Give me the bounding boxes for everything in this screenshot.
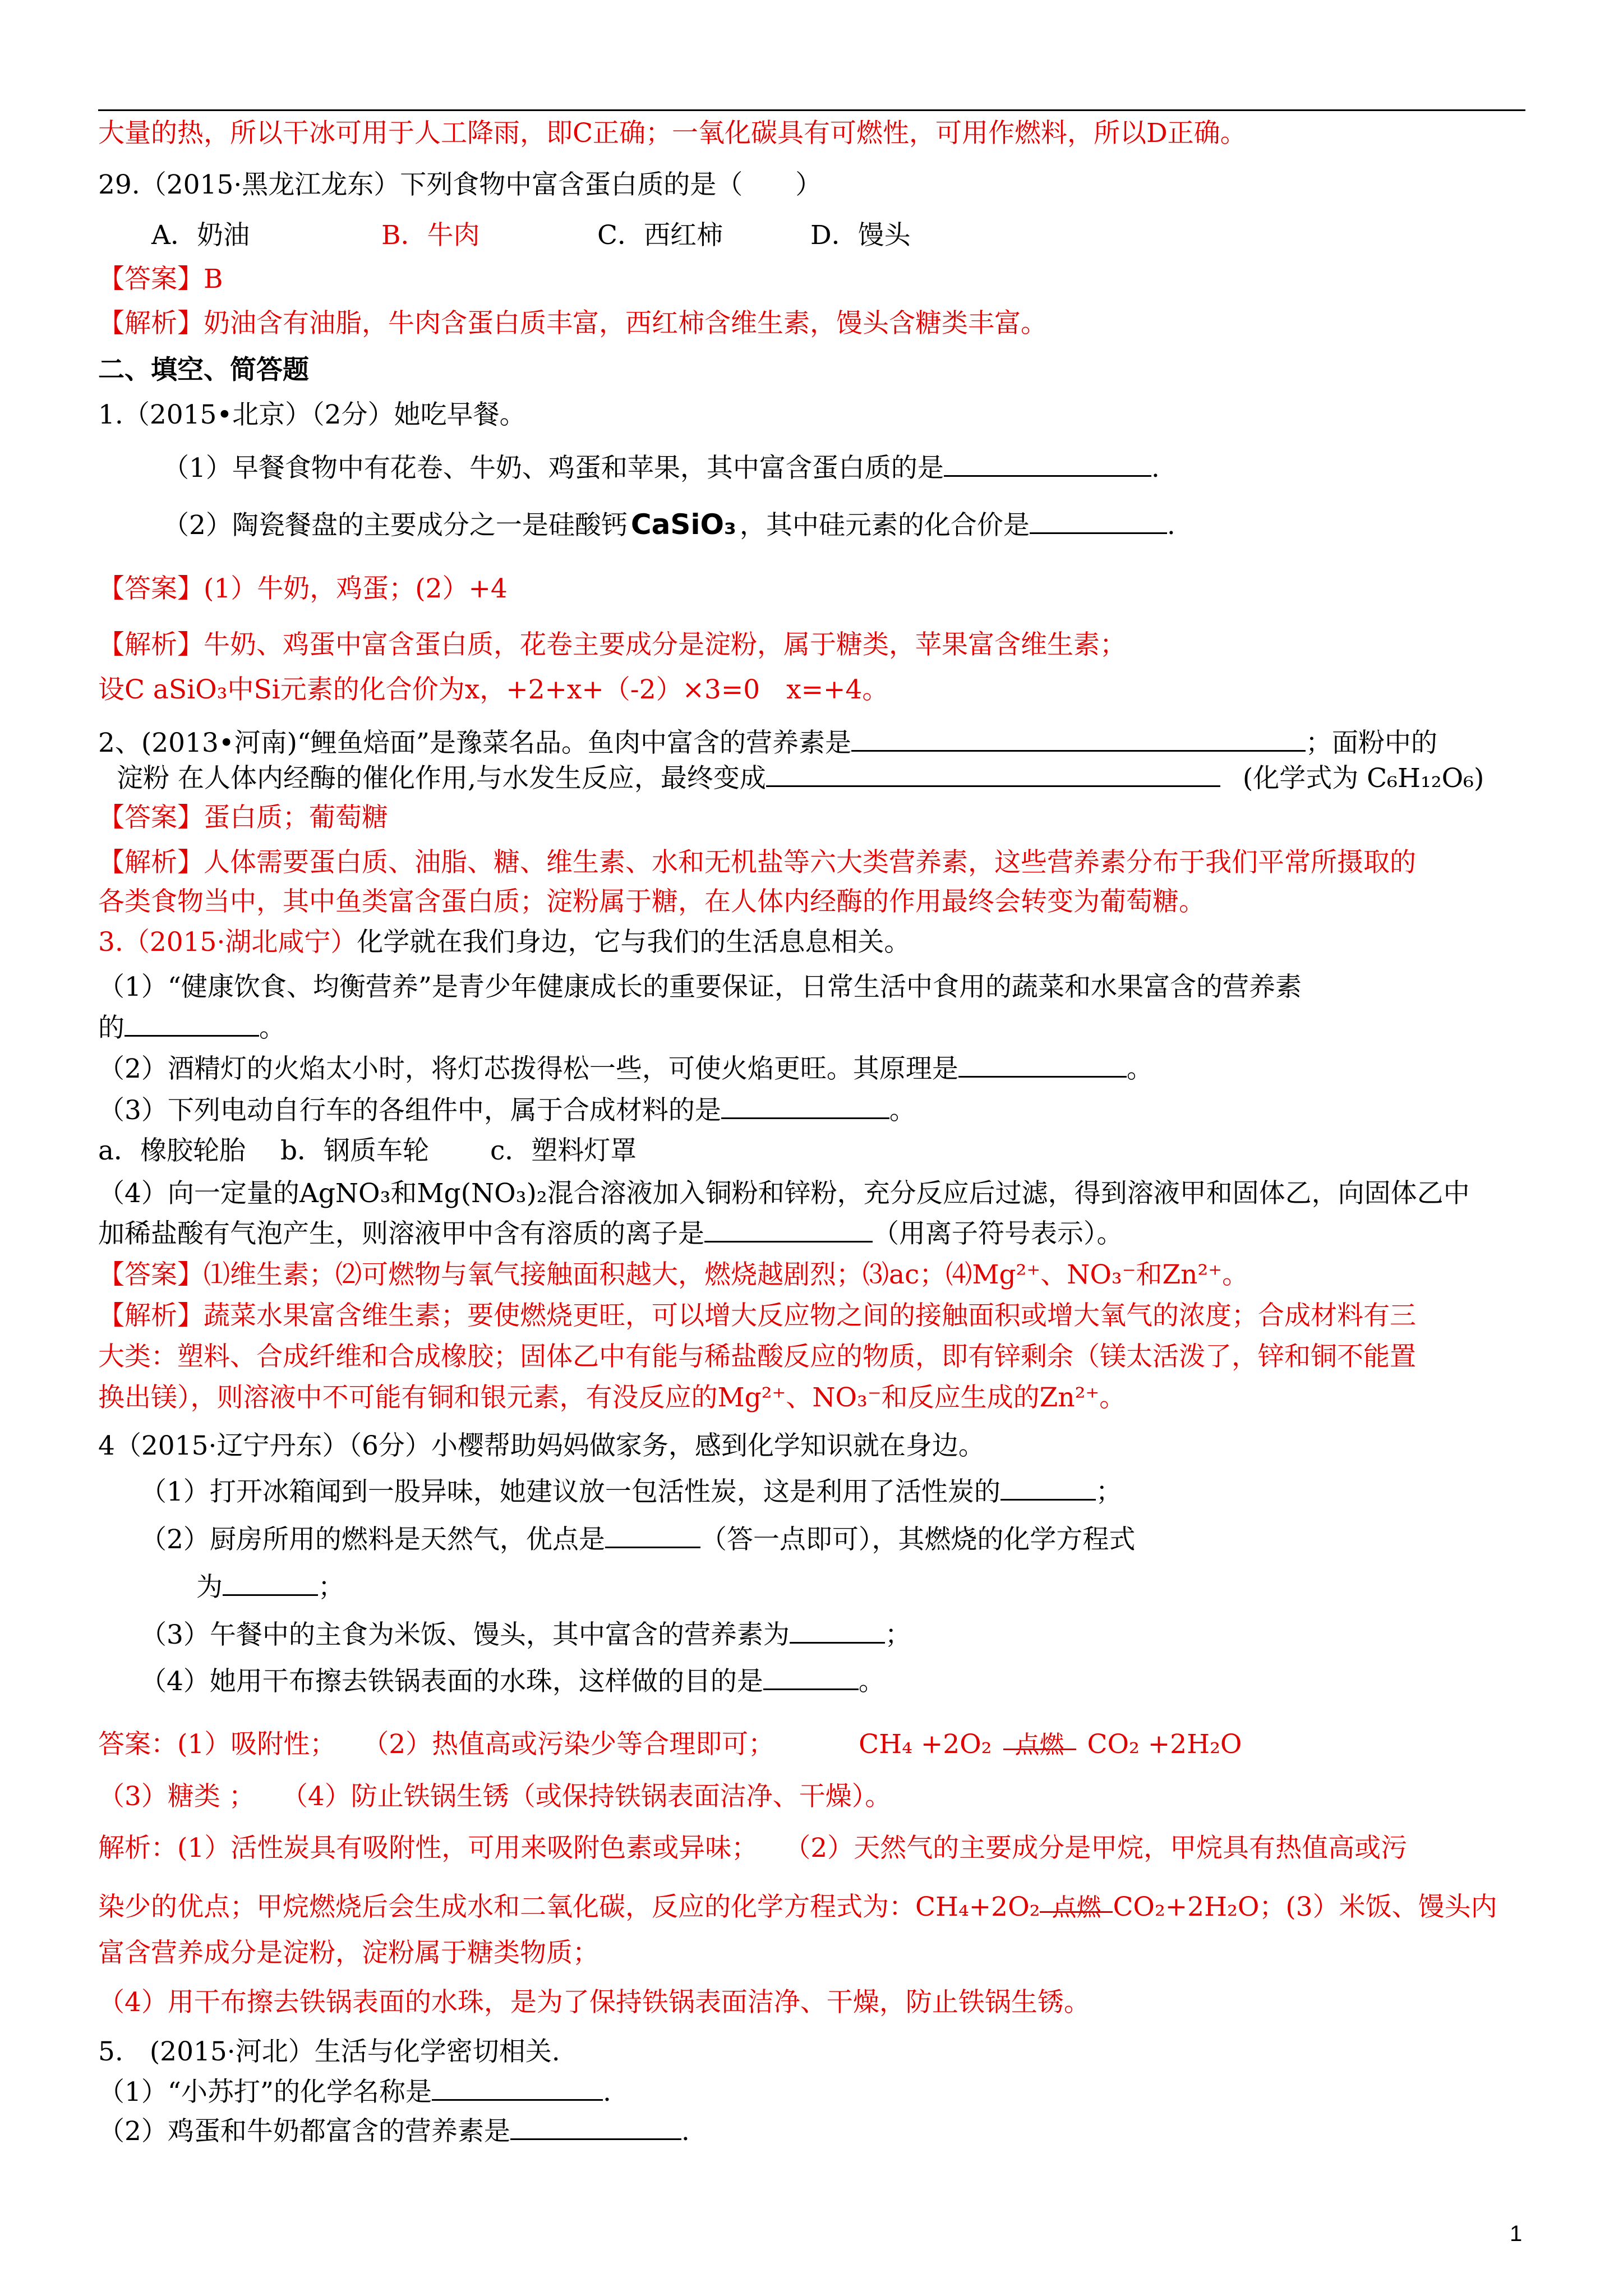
equation-right: CO₂ +2H₂O [1087, 1729, 1242, 1760]
question-4-part1 [140, 1475, 1122, 1509]
answer-line: （3）糖类 ； （4）防止铁锅生锈（或保持铁锅表面洁净、干燥）。 [98, 1781, 892, 1812]
text: 。 [858, 1666, 885, 1697]
question-1: 1.（2015•北京）（2分）她吃早餐。 [98, 399, 526, 430]
header-rule [98, 109, 1525, 111]
analysis-line: 各类食物当中，其中鱼类富含蛋白质；淀粉属于糖，在人体内经酶的作用最终会转变为葡萄糖。 [98, 886, 1205, 917]
section-heading: 二、填空、简答题 [98, 355, 309, 385]
analysis-line: 【解析】人体需要蛋白质、油脂、糖、维生素、水和无机盐等六大类营养素，这些营养素分布于我们平常所摄取的 [98, 847, 1416, 878]
question-2 [98, 726, 1437, 760]
text: （2）鸡蛋和牛奶都富含的营养素是 [98, 2116, 510, 2147]
option-a: A．奶油 [151, 220, 250, 251]
text: (化学式为 C₆H₁₂O₆) [1242, 763, 1484, 794]
question-4-part3 [140, 1618, 911, 1652]
question-3-part1-cont [98, 1011, 285, 1045]
answer-blank [944, 452, 1151, 477]
answer-blank [1030, 509, 1167, 534]
text: 染少的优点；甲烷燃烧后会生成水和二氧化碳，反应的化学方程式为：CH₄+2O₂ [98, 1892, 1040, 1922]
answer-blank [763, 1665, 859, 1690]
text: . [1151, 453, 1160, 484]
analysis-line: 设C aSiO₃中Si元素的化合价为x，+2+x+（-2）×3=0 x=+4。 [98, 674, 889, 705]
text: 。 [889, 1095, 916, 1126]
answer-line [98, 1728, 1242, 1761]
analysis-line [98, 1890, 1497, 1924]
answer-line: 【答案】(1）牛奶，鸡蛋；(2）+4 [98, 573, 508, 604]
option-c: C．西红柿 [597, 220, 723, 251]
analysis-line: 【解析】奶油含有油脂，牛肉含蛋白质丰富，西红柿含维生素，馒头含糖类丰富。 [98, 308, 1047, 339]
answer-blank [432, 2076, 603, 2101]
analysis-line: 换出镁），则溶液中不可能有铜和银元素，有没反应的Mg²⁺、NO₃⁻和反应生成的Zn²⁺。 [98, 1382, 1126, 1413]
equation-left: CH₄ +2O₂ [859, 1729, 992, 1760]
text: （3）下列电动自行车的各组件中，属于合成材料的是 [98, 1095, 721, 1126]
text: 加稀盐酸有气泡产生，则溶液甲中含有溶质的离子是 [98, 1218, 704, 1249]
question-3-part4-cont [98, 1217, 1123, 1251]
option-d: D．馒头 [810, 220, 911, 251]
analysis-line: 【解析】蔬菜水果富含维生素；要使燃烧更旺，可以增大反应物之间的接触面积或增大氧气的浓度；合成材料有三 [98, 1300, 1416, 1331]
answer-blank [790, 1618, 885, 1644]
text: 化学就在我们身边，它与我们的生活息息相关。 [357, 927, 911, 958]
text: ； [1095, 1476, 1122, 1507]
text: （2）酒精灯的火焰太小时，将灯芯拨得松一些，可使火焰更旺。其原理是 [98, 1053, 958, 1084]
answer-line: 【答案】B [98, 264, 223, 295]
text: （2）厨房所用的燃料是天然气，优点是 [140, 1524, 605, 1555]
answer-blank [1000, 1475, 1096, 1501]
text: （4）她用干布擦去铁锅表面的水珠，这样做的目的是 [140, 1666, 763, 1697]
text: ； [318, 1572, 344, 1603]
text: 。 [1126, 1053, 1153, 1084]
analysis-line: 大类：塑料、合成纤维和合成橡胶；固体乙中有能与稀盐酸反应的物质，即有锌剩余（镁太活泼了，锌和铜不能置 [98, 1341, 1416, 1372]
answer-blank [223, 1571, 318, 1596]
analysis-line: 富含营养成分是淀粉，淀粉属于糖类物质； [98, 1938, 599, 1968]
answer-blank [605, 1523, 700, 1548]
answer-line: 【答案】蛋白质；葡萄糖 [98, 802, 388, 833]
answer-blank [766, 762, 1220, 787]
answer-blank [958, 1052, 1127, 1078]
reaction-condition: 点燃 [1015, 1731, 1064, 1759]
question-29: 29.（2015·黑龙江龙东）下列食物中富含蛋白质的是（ ） [98, 169, 822, 200]
text: （答一点即可），其燃烧的化学方程式 [700, 1524, 1136, 1555]
question-4-part2-cont [196, 1571, 344, 1604]
question-3-part3 [98, 1094, 916, 1128]
text: . [1166, 510, 1175, 541]
text: . [681, 2116, 690, 2147]
text: 的 [98, 1013, 125, 1043]
text: （2）陶瓷餐盘的主要成分之一是硅酸钙 [163, 510, 628, 541]
text-line: 大量的热，所以干冰可用于人工降雨，即C正确；一氧化碳具有可燃性，可用作燃料，所以D正确。 [98, 118, 1247, 149]
text: （1）早餐食物中有花卷、牛奶、鸡蛋和苹果，其中富含蛋白质的是 [163, 453, 944, 484]
question-4: 4（2015·辽宁丹东）（6分）小樱帮助妈妈做家务，感到化学知识就在身边。 [98, 1430, 985, 1461]
page-number: 1 [1510, 2221, 1523, 2246]
question-5-part1 [98, 2076, 611, 2109]
answer-blank [510, 2115, 681, 2140]
text: 为 [196, 1572, 223, 1603]
source: 3.（2015·湖北咸宁） [98, 927, 357, 958]
answer-line: 【答案】⑴维生素；⑵可燃物与氧气接触面积越大，燃烧越剧烈；⑶ac；⑷Mg²⁺、NO₃⁻和Zn²⁺。 [98, 1259, 1249, 1290]
question-3 [98, 926, 910, 959]
text: （1）打开冰箱闻到一股异味，她建议放一包活性炭，这是利用了活性炭的 [140, 1476, 1000, 1507]
analysis-line: 【解析】牛奶、鸡蛋中富含蛋白质，花卷主要成分是淀粉，属于糖类，苹果富含维生素； [98, 629, 1126, 660]
text: ；面粉中的 [1305, 728, 1437, 758]
text: 。 [259, 1013, 285, 1043]
answer-blank [851, 726, 1306, 752]
text: ，其中硅元素的化合价是 [739, 510, 1030, 541]
question-4-part2 [140, 1523, 1135, 1557]
text: CO₂+2H₂O；(3）米饭、馒头内 [1113, 1892, 1497, 1922]
analysis-line: 解析：(1）活性炭具有吸附性，可用来吸附色素或异味； （2）天然气的主要成分是甲烷，甲烷具有热值高或污 [98, 1833, 1408, 1864]
question-1-part2 [163, 508, 1175, 542]
text: 2、(2013•河南)“鲤鱼焙面”是豫菜名品。鱼肉中富含的营养素是 [98, 728, 851, 758]
question-5-part2 [98, 2115, 690, 2148]
question-4-part4 [140, 1665, 885, 1699]
reaction-condition: 点燃 [1052, 1893, 1101, 1922]
text: （3）午餐中的主食为米饭、馒头，其中富含的营养素为 [140, 1619, 790, 1650]
formula-image: CaSiO₃ [630, 508, 736, 541]
question-3-part4: （4）向一定量的AgNO₃和Mg(NO₃)₂混合溶液加入铜粉和锌粉，充分反应后过滤，得到溶液甲和固体乙，向固体乙中 [98, 1178, 1470, 1209]
text: （1）“小苏打”的化学名称是 [98, 2077, 432, 2108]
question-3-part2 [98, 1052, 1153, 1086]
analysis-line: （4）用干布擦去铁锅表面的水珠，是为了保持铁锅表面洁净、干燥，防止铁锅生锈。 [98, 1987, 1090, 2018]
question-2-cont [117, 762, 1484, 795]
question-3-part1: （1）“健康饮食、均衡营养”是青少年健康成长的重要保证，日常生活中食用的蔬菜和水果富含的营养素 [98, 972, 1302, 1002]
text: 答案：(1）吸附性； （2）热值高或污染少等合理即可； [98, 1729, 775, 1760]
answer-blank [704, 1217, 873, 1243]
text: ； [884, 1619, 911, 1650]
question-5: 5. (2015·河北）生活与化学密切相关. [98, 2036, 560, 2067]
text: 淀粉 在人体内经酶的催化作用,与水发生反应，最终变成 [117, 763, 766, 794]
text: （用离子符号表示）。 [873, 1218, 1123, 1249]
answer-blank [721, 1094, 889, 1119]
question-3-options: a．橡胶轮胎 b．钢质车轮 c．塑料灯罩 [98, 1135, 637, 1166]
text: . [602, 2077, 611, 2108]
option-b: B．牛肉 [381, 220, 480, 251]
answer-blank [125, 1011, 259, 1037]
question-1-part1 [163, 452, 1160, 485]
